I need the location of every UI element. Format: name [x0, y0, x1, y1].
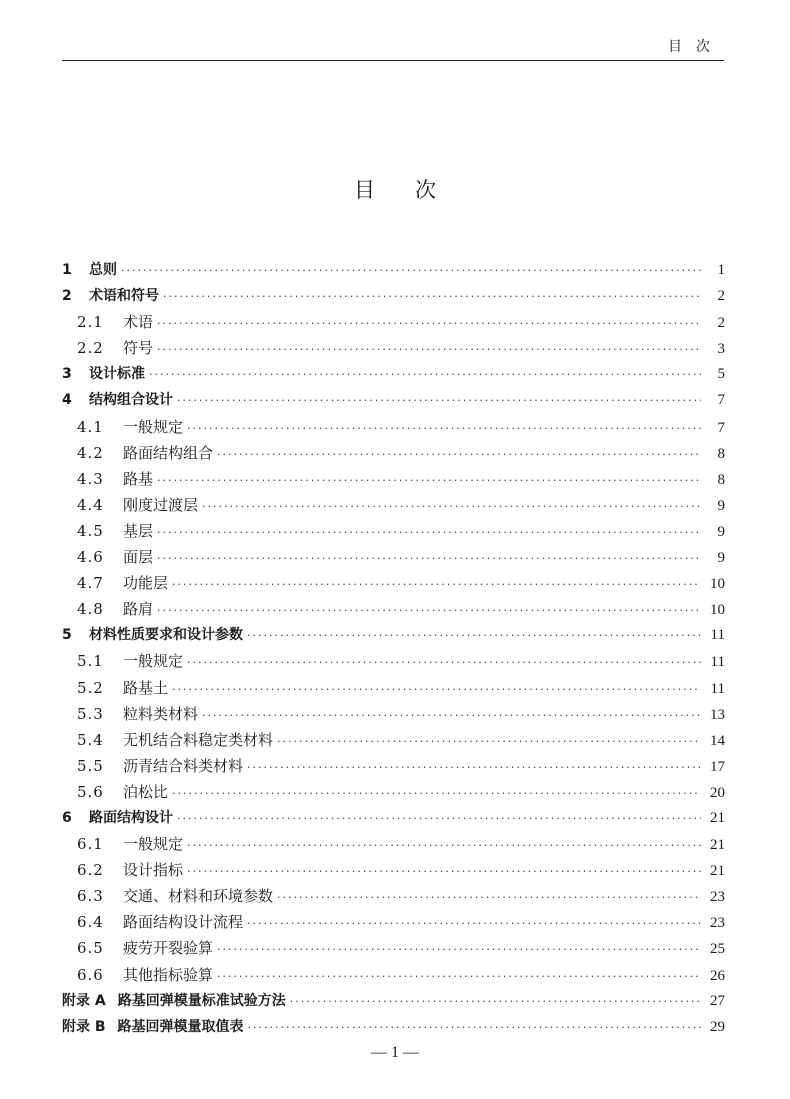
page-title: 目次	[354, 178, 476, 202]
toc-number: 4.4	[77, 495, 104, 514]
dot-leader	[157, 337, 701, 363]
toc-title: 粒料类材料	[123, 704, 199, 723]
toc-number: 6.3	[77, 887, 104, 906]
toc-page: 21	[710, 809, 725, 826]
dot-leader	[277, 885, 701, 911]
toc-entry[interactable]	[62, 962, 725, 988]
toc-title: 其他指标验算	[123, 965, 214, 984]
toc-entry[interactable]	[62, 727, 725, 753]
toc-number: 2	[62, 288, 72, 305]
toc-title: 路基土	[123, 678, 169, 697]
toc-title: 沥青结合料类材料	[123, 756, 244, 775]
dot-leader	[157, 546, 701, 572]
toc-title: 面层	[123, 548, 154, 567]
toc-page: 7	[717, 392, 725, 409]
toc-number: 4.1	[77, 417, 104, 436]
toc-title: 结构组合设计	[89, 392, 173, 409]
toc-number: 4.2	[77, 443, 104, 462]
toc-entry[interactable]	[62, 596, 725, 622]
toc-entry[interactable]	[62, 283, 725, 309]
dot-leader	[157, 520, 701, 546]
toc-number: 5.1	[77, 652, 104, 671]
toc-page: 29	[710, 1018, 725, 1035]
dot-leader	[172, 572, 701, 598]
toc-title: 路肩	[123, 600, 154, 619]
dot-leader	[202, 703, 701, 729]
toc-entry[interactable]	[62, 492, 725, 518]
toc-title: 基层	[123, 521, 154, 540]
toc-page: 20	[710, 784, 725, 801]
toc-title: 路面结构设计	[89, 809, 173, 826]
toc-entry[interactable]	[62, 805, 725, 831]
toc-number: 6.5	[77, 939, 104, 958]
toc-number: 5.3	[77, 704, 104, 723]
toc-page: 7	[717, 419, 725, 436]
toc-entry[interactable]	[62, 335, 725, 361]
toc-title: 路面结构设计流程	[123, 913, 244, 932]
toc-number: 附录 B	[62, 1018, 106, 1035]
toc-number: 1	[62, 262, 72, 278]
toc-entry[interactable]	[62, 309, 725, 335]
toc-number: 4	[62, 392, 72, 409]
dot-leader	[157, 311, 701, 337]
toc-entry[interactable]	[62, 779, 725, 805]
toc-entry[interactable]	[62, 414, 725, 440]
dot-leader	[202, 494, 701, 520]
toc-entry[interactable]	[62, 753, 725, 779]
toc-page: 2	[717, 288, 725, 305]
toc-page: 1	[717, 262, 725, 278]
toc-page: 23	[710, 889, 725, 906]
dot-leader	[157, 598, 701, 624]
dot-leader	[187, 650, 701, 676]
toc-number: 6	[62, 809, 72, 826]
toc-number: 4.3	[77, 469, 104, 488]
dot-leader	[290, 989, 701, 1015]
toc-number: 5	[62, 627, 72, 644]
toc-number: 5.2	[77, 678, 104, 697]
dot-leader	[217, 442, 701, 468]
toc-title: 一般规定	[123, 652, 184, 671]
toc-number: 6.1	[77, 835, 104, 854]
toc-number: 2.2	[77, 339, 104, 358]
toc-page: 14	[710, 732, 725, 749]
toc-number: 附录 A	[62, 992, 106, 1009]
toc-page: 9	[717, 550, 725, 567]
dot-leader	[247, 911, 701, 937]
dot-leader	[121, 258, 701, 284]
toc-entry[interactable]	[62, 909, 725, 935]
dot-leader	[172, 677, 701, 703]
toc-title: 路基回弹模量标准试验方法	[117, 992, 286, 1009]
toc-title: 路面结构组合	[123, 443, 214, 462]
toc-page: 17	[710, 758, 725, 775]
dot-leader	[248, 1015, 701, 1041]
toc-title: 术语	[123, 313, 154, 332]
toc-title: 一般规定	[123, 835, 184, 854]
toc-title: 符号	[123, 339, 154, 358]
dot-leader	[163, 284, 701, 310]
toc-page: 5	[717, 366, 725, 383]
toc-entry[interactable]	[62, 387, 725, 413]
dot-leader	[177, 806, 701, 832]
dot-leader	[187, 859, 701, 885]
toc-page: 9	[717, 497, 725, 514]
toc-page: 11	[710, 680, 725, 697]
toc-entry[interactable]	[62, 257, 725, 283]
toc-entry[interactable]	[62, 883, 725, 909]
toc-page: 21	[710, 837, 725, 854]
toc-number: 2.1	[77, 313, 104, 332]
toc-page: 11	[710, 627, 725, 644]
toc-entry[interactable]	[62, 988, 725, 1014]
toc-entry[interactable]	[62, 544, 725, 570]
toc-title: 路基回弹模量取值表	[117, 1018, 244, 1035]
toc-entry[interactable]	[62, 361, 725, 387]
toc-number: 6.6	[77, 965, 104, 984]
toc-page: 10	[710, 602, 725, 619]
dot-leader	[187, 833, 701, 859]
toc-title: 总则	[89, 262, 117, 278]
toc-number: 3	[62, 366, 72, 383]
dot-leader	[247, 623, 701, 649]
toc-title: 交通、材料和环境参数	[123, 887, 274, 906]
dot-leader	[217, 964, 701, 990]
toc-entry[interactable]	[62, 1014, 725, 1040]
toc-page: 23	[710, 915, 725, 932]
toc-entry[interactable]	[62, 622, 725, 648]
toc-number: 4.6	[77, 548, 104, 567]
dot-leader	[217, 937, 701, 963]
toc-number: 6.4	[77, 913, 104, 932]
toc-entry[interactable]	[62, 518, 725, 544]
toc-page: 9	[717, 523, 725, 540]
toc-entry[interactable]	[62, 701, 725, 727]
toc-title: 泊松比	[123, 782, 169, 801]
running-head: 目次	[668, 39, 724, 55]
toc-title: 无机结合料稳定类材料	[123, 730, 274, 749]
dot-leader	[172, 781, 701, 807]
page-number: — 1 —	[371, 1044, 419, 1061]
toc-page: 8	[717, 445, 725, 462]
toc-entry[interactable]	[62, 935, 725, 961]
toc-title: 刚度过渡层	[123, 495, 199, 514]
toc-number: 4.8	[77, 600, 104, 619]
toc-entry[interactable]	[62, 440, 725, 466]
dot-leader	[149, 362, 701, 388]
dot-leader	[157, 468, 701, 494]
toc-entry[interactable]	[62, 648, 725, 674]
toc-entry[interactable]	[62, 675, 725, 701]
toc-entry[interactable]	[62, 466, 725, 492]
toc-page: 13	[710, 706, 725, 723]
dot-leader	[187, 416, 701, 442]
toc-entry[interactable]	[62, 831, 725, 857]
toc-title: 术语和符号	[89, 288, 159, 305]
toc-page: 27	[710, 992, 725, 1009]
toc-number: 6.2	[77, 861, 104, 880]
toc-number: 4.5	[77, 521, 104, 540]
dot-leader	[247, 755, 701, 781]
toc-page: 11	[710, 654, 725, 671]
toc-page: 26	[710, 967, 725, 984]
toc-page: 21	[710, 863, 725, 880]
toc-title: 功能层	[123, 574, 169, 593]
toc-entry[interactable]	[62, 570, 725, 596]
toc-title: 路基	[123, 469, 154, 488]
toc-number: 5.5	[77, 756, 104, 775]
toc-number: 4.7	[77, 574, 104, 593]
toc-number: 5.6	[77, 782, 104, 801]
toc-title: 材料性质要求和设计参数	[89, 627, 243, 644]
dot-leader	[177, 388, 701, 414]
header-rule	[62, 60, 724, 61]
toc-page: 2	[717, 315, 725, 332]
toc-title: 设计标准	[89, 366, 145, 383]
toc-page: 25	[710, 941, 725, 958]
toc-title: 一般规定	[123, 417, 184, 436]
toc-title: 设计指标	[123, 861, 184, 880]
dot-leader	[277, 729, 701, 755]
toc-page: 8	[717, 471, 725, 488]
toc-title: 疲劳开裂验算	[123, 939, 214, 958]
table-of-contents	[62, 257, 725, 1040]
toc-number: 5.4	[77, 730, 104, 749]
toc-entry[interactable]	[62, 857, 725, 883]
toc-page: 10	[710, 576, 725, 593]
toc-page: 3	[717, 341, 725, 358]
